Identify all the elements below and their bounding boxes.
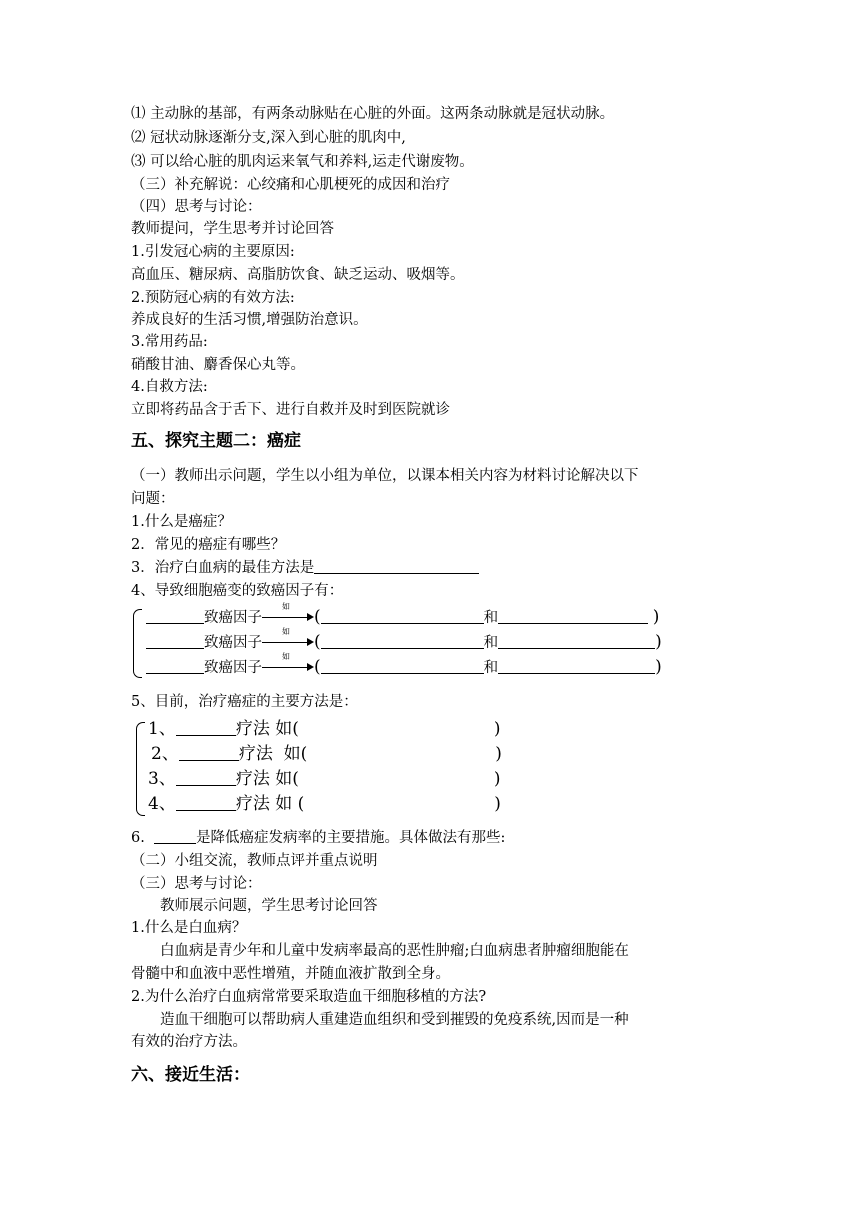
teacher-show-line: 教师展示问题，学生思考讨论回答 (160, 898, 378, 914)
example-blank[interactable] (498, 658, 655, 674)
factor-row: 致癌因子 如 ( 和 ) (146, 632, 662, 653)
arrow-icon: 如 (262, 634, 314, 648)
measure-blank[interactable] (154, 828, 196, 844)
section-4-title: （四）思考与讨论： (131, 199, 262, 215)
section-3-title: （三）补充解说：心绞痛和心肌梗死的成因和治疗 (131, 177, 450, 193)
leukemia-question-2: 2.为什么治疗白血病常常要采取造血干细胞移植的方法? (131, 989, 487, 1005)
therapy-row: 1、 疗法 如( ) (148, 719, 501, 739)
teacher-question-line: 教师提问，学生思考并讨论回答 (131, 221, 334, 237)
qa-4-question: 4.自救方法: (131, 379, 208, 395)
therapy-brace (136, 722, 145, 816)
example-blank[interactable] (321, 658, 484, 674)
leukemia-answer-1-line-2: 骨髓中和血液中恶性增殖，并随血液扩散到全身。 (131, 966, 450, 982)
therapy-blank[interactable] (176, 720, 236, 736)
factor-blank[interactable] (146, 633, 204, 649)
factor-blank[interactable] (146, 658, 204, 674)
example-blank[interactable] (321, 608, 484, 624)
question-5: 5、目前，治疗癌症的主要方法是： (131, 694, 358, 710)
sub-section-2: （二）小组交流，教师点评并重点说明 (131, 853, 378, 869)
factor-row: 致癌因子 如 ( 和 ) (146, 607, 659, 628)
point-3: ⑶ 可以给心脏的肌肉运来氧气和养料,运走代谢废物。 (131, 154, 474, 170)
leukemia-answer-1-line-1: 白血病是青少年和儿童中发病率最高的恶性肿瘤;白血病患者肿瘤细胞能在 (160, 943, 629, 959)
leukemia-answer-2-line-2: 有效的治疗方法。 (131, 1034, 247, 1050)
qa-2-question: 2.预防冠心病的有效方法: (131, 290, 295, 306)
example-blank[interactable] (498, 608, 648, 624)
therapy-row: 3、 疗法 如( ) (148, 769, 501, 789)
intro-line-2: 问题： (131, 491, 175, 507)
example-blank[interactable] (498, 633, 655, 649)
question-6: 6. 是降低癌症发病率的主要措施。具体做法有那些: (131, 830, 506, 846)
therapy-row: 4、 疗法 如 ( ) (148, 794, 501, 814)
factor-brace (133, 609, 142, 678)
point-2: ⑵ 冠状动脉逐渐分支,深入到心脏的肌肉中, (131, 130, 406, 146)
heading-six: 六、接近生活： (131, 1065, 250, 1085)
factor-row: 致癌因子 如 ( 和 ) (146, 657, 662, 678)
arrow-icon: 如 (262, 659, 314, 673)
qa-4-answer: 立即将药品含于舌下、进行自救并及时到医院就诊 (131, 402, 450, 418)
answer-blank[interactable] (314, 558, 479, 574)
therapy-blank[interactable] (176, 770, 236, 786)
question-2: 2．常见的癌症有哪些？ (131, 537, 286, 553)
question-3: 3．治疗白血病的最佳方法是 (131, 558, 479, 578)
arrow-icon: 如 (262, 609, 314, 623)
heading-five: 五、探究主题二：癌症 (131, 431, 301, 451)
question-4: 4、导致细胞癌变的致癌因子有： (131, 583, 344, 599)
qa-1-answer: 高血压、糖尿病、高脂肪饮食、缺乏运动、吸烟等。 (131, 267, 465, 283)
example-blank[interactable] (321, 633, 484, 649)
sub-section-3: （三）思考与讨论： (131, 876, 262, 892)
qa-1-question: 1.引发冠心病的主要原因: (131, 244, 295, 260)
intro-line-1: （一）教师出示问题，学生以小组为单位，以课本相关内容为材料讨论解决以下 (131, 468, 639, 484)
leukemia-question-1: 1.什么是白血病？ (131, 920, 247, 936)
leukemia-answer-2-line-1: 造血干细胞可以帮助病人重建造血组织和受到摧毁的免疫系统,因而是一种 (160, 1012, 629, 1028)
qa-3-question: 3.常用药品: (131, 334, 208, 350)
qa-3-answer: 硝酸甘油、麝香保心丸等。 (131, 357, 305, 373)
therapy-blank[interactable] (179, 745, 239, 761)
question-1: 1.什么是癌症？ (131, 514, 232, 530)
factor-blank[interactable] (146, 608, 204, 624)
therapy-blank[interactable] (176, 795, 236, 811)
therapy-row: 2、 疗法 如( ) (151, 744, 502, 764)
qa-2-answer: 养成良好的生活习惯,增强防治意识。 (131, 312, 368, 328)
point-1: ⑴ 主动脉的基部，有两条动脉贴在心脏的外面。这两条动脉就是冠状动脉。 (131, 106, 615, 122)
